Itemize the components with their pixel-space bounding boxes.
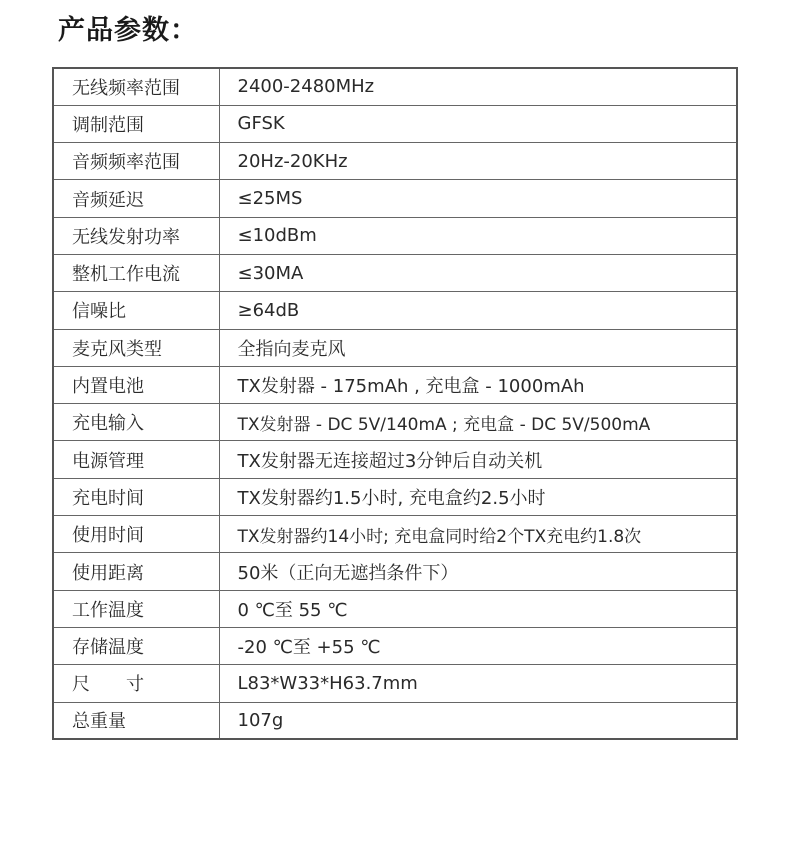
spec-label: 存储温度: [53, 627, 219, 664]
spec-label: 音频频率范围: [53, 143, 219, 180]
table-row: [53, 217, 737, 254]
table-row: [53, 366, 737, 403]
table-row: [53, 665, 737, 702]
spec-label: 无线频率范围: [53, 68, 219, 105]
spec-value: ≤25MS: [219, 180, 737, 217]
spec-value: TX发射器约14小时; 充电盒同时给2个TX充电约1.8次: [219, 516, 737, 553]
spec-label: 充电输入: [53, 404, 219, 441]
table-row: [53, 143, 737, 180]
table-row: [53, 180, 737, 217]
spec-value: ≤10dBm: [219, 217, 737, 254]
spec-value: TX发射器 - 175mAh , 充电盒 - 1000mAh: [219, 366, 737, 403]
spec-label: 充电时间: [53, 478, 219, 515]
spec-label: 麦克风类型: [53, 329, 219, 366]
spec-label: 整机工作电流: [53, 254, 219, 291]
table-row: [53, 627, 737, 664]
spec-value: L83*W33*H63.7mm: [219, 665, 737, 702]
spec-label: 使用时间: [53, 516, 219, 553]
spec-value: ≤30MA: [219, 254, 737, 291]
spec-label: 音频延迟: [53, 180, 219, 217]
spec-value: TX发射器约1.5小时, 充电盒约2.5小时: [219, 478, 737, 515]
spec-value: TX发射器无连接超过3分钟后自动关机: [219, 441, 737, 478]
spec-label: 总重量: [53, 702, 219, 739]
table-row: [53, 254, 737, 291]
spec-label: 工作温度: [53, 590, 219, 627]
spec-label: 电源管理: [53, 441, 219, 478]
table-row: [53, 478, 737, 515]
table-row: [53, 516, 737, 553]
table-row: [53, 329, 737, 366]
table-row: [53, 68, 737, 105]
spec-value: 50米（正向无遮挡条件下）: [219, 553, 737, 590]
spec-value: TX发射器 - DC 5V/140mA ; 充电盒 - DC 5V/500mA: [219, 404, 737, 441]
spec-value: 全指向麦克风: [219, 329, 737, 366]
table-row: [53, 441, 737, 478]
spec-label: 信噪比: [53, 292, 219, 329]
spec-value: GFSK: [219, 105, 737, 142]
spec-label: 无线发射功率: [53, 217, 219, 254]
spec-label: 尺 寸: [53, 665, 219, 702]
page-title: 产品参数：: [58, 15, 198, 46]
spec-value: 0 ℃至 55 ℃: [219, 590, 737, 627]
spec-value: 2400-2480MHz: [219, 68, 737, 105]
spec-table: [52, 67, 738, 740]
spec-value: -20 ℃至 +55 ℃: [219, 627, 737, 664]
spec-value: ≥64dB: [219, 292, 737, 329]
spec-value: 20Hz-20KHz: [219, 143, 737, 180]
table-row: [53, 553, 737, 590]
table-row: [53, 105, 737, 142]
spec-label: 内置电池: [53, 366, 219, 403]
spec-table-body: [53, 68, 737, 739]
spec-label: 使用距离: [53, 553, 219, 590]
spec-label: 调制范围: [53, 105, 219, 142]
spec-value: 107g: [219, 702, 737, 739]
table-row: [53, 292, 737, 329]
table-row: [53, 590, 737, 627]
table-row: [53, 404, 737, 441]
table-row: [53, 702, 737, 739]
